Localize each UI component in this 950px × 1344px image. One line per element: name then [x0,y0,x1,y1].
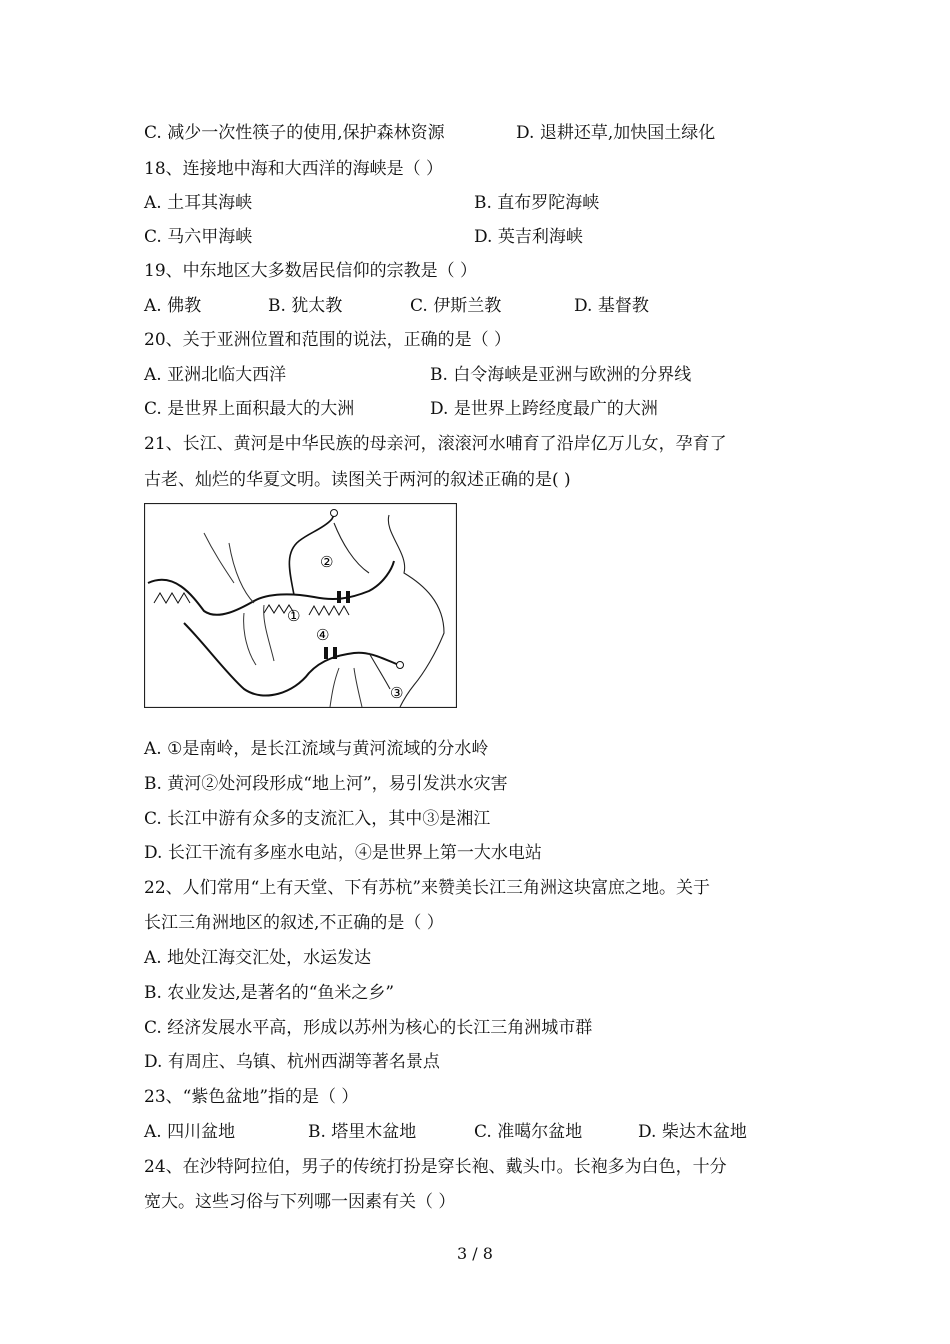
option-b: B. 白令海峡是亚洲与欧洲的分界线 [430,365,692,385]
option-a: A. 四川盆地 [144,1122,236,1142]
q22-option-a [144,947,371,969]
q22-option-b [144,982,394,1004]
q20-option-a [144,364,286,386]
q19-option-c [410,295,501,317]
option-c: C. 是世界上面积最大的大洲 [144,399,355,419]
option-a: A. 亚洲北临大西洋 [144,365,287,385]
q22-option-d [144,1051,440,1073]
q23-option-d [638,1121,747,1143]
map-label-3: ③ [390,684,404,702]
page-number: 3 / 8 [457,1244,493,1263]
question-22-line1 [144,877,710,899]
option-c: C. 准噶尔盆地 [474,1122,583,1142]
question-text: 19、中东地区大多数居民信仰的宗教是（ ） [144,261,478,281]
option-b: B. 犹太教 [268,296,343,316]
option-b: B. 直布罗陀海峡 [474,193,600,213]
question-text: 21、长江、黄河是中华民族的母亲河，滚滚河水哺育了沿岸亿万儿女，孕育了 [144,434,727,454]
q19-option-d [574,295,649,317]
option-d: D. 柴达木盆地 [638,1122,747,1142]
q18-option-a [144,192,252,214]
question-text: 23、“紫色盆地”指的是（ ） [144,1087,359,1107]
option-b: B. 塔里木盆地 [308,1122,417,1142]
option-d: D. 英吉利海峡 [474,227,583,247]
q23-option-a [144,1121,235,1143]
option-a: A. ①是南岭，是长江流域与黄河流域的分水岭 [144,739,489,759]
map-label-2: ② [320,553,334,571]
q20-option-c [144,398,354,420]
map-label-4: ④ [316,626,330,644]
q21-option-d [144,842,542,864]
q23-option-c [474,1121,582,1143]
question-20 [144,329,511,351]
option-c: C. 长江中游有众多的支流汇入，其中③是湘江 [144,809,491,829]
question-text: 20、关于亚洲位置和范围的说法，正确的是（ ） [144,330,512,350]
question-text: 18、连接地中海和大西洋的海峡是（ ） [144,159,444,179]
option-c: C. 马六甲海峡 [144,227,253,247]
q22-option-c [144,1017,592,1039]
question-24-line1 [144,1156,727,1178]
q21-option-c [144,808,490,830]
q18-option-b [474,192,599,214]
option-b: B. 农业发达,是著名的“鱼米之乡” [144,983,395,1003]
option-d: D. 有周庄、乌镇、杭州西湖等著名景点 [144,1052,440,1072]
question-21-line1 [144,433,727,455]
q19-option-b [268,295,342,317]
option-a: A. 佛教 [144,296,202,316]
q20-option-d [430,398,658,420]
q21-option-a [144,738,488,760]
option-b: B. 黄河②处河段形成“地上河”，易引发洪水灾害 [144,774,508,794]
q19-option-a [144,295,201,317]
question-text: 长江三角洲地区的叙述,不正确的是（ ） [144,913,444,933]
option-d: D. 基督教 [574,296,649,316]
q18-option-c [144,226,252,248]
line-d-17 [516,122,715,144]
option-c: C. 伊斯兰教 [410,296,502,316]
option-d: D. 是世界上跨经度最广的大洲 [430,399,658,419]
question-text: 宽大。这些习俗与下列哪一因素有关（ ） [144,1192,456,1212]
question-19 [144,260,477,282]
option-d: D. 退耕还草,加快国土绿化 [516,123,716,143]
option-a: A. 土耳其海峡 [144,193,253,213]
question-text: 22、人们常用“上有天堂、下有苏杭”来赞美长江三角洲这块富庶之地。关于 [144,878,711,898]
question-24-line2 [144,1191,455,1213]
option-d: D. 长江干流有多座水电站，④是世界上第一大水电站 [144,843,542,863]
question-text: 24、在沙特阿拉伯，男子的传统打扮是穿长袍、戴头巾。长袍多为白色，十分 [144,1157,727,1177]
map-label-1: ① [287,607,301,625]
q23-option-b [308,1121,416,1143]
question-23 [144,1086,358,1108]
option-c: C. 经济发展水平高，形成以苏州为核心的长江三角洲城市群 [144,1018,593,1038]
line-c-17 [144,122,445,144]
question-text: 古老、灿烂的华夏文明。读图关于两河的叙述正确的是( ) [144,470,571,490]
river-map-figure [144,503,457,708]
option-c: C. 减少一次性筷子的使用,保护森林资源 [144,123,445,143]
q18-option-d [474,226,583,248]
question-21-line2 [144,469,571,491]
question-22-line2 [144,912,444,934]
q20-option-b [430,364,691,386]
question-18 [144,158,443,180]
q21-option-b [144,773,508,795]
option-a: A. 地处江海交汇处，水运发达 [144,948,372,968]
